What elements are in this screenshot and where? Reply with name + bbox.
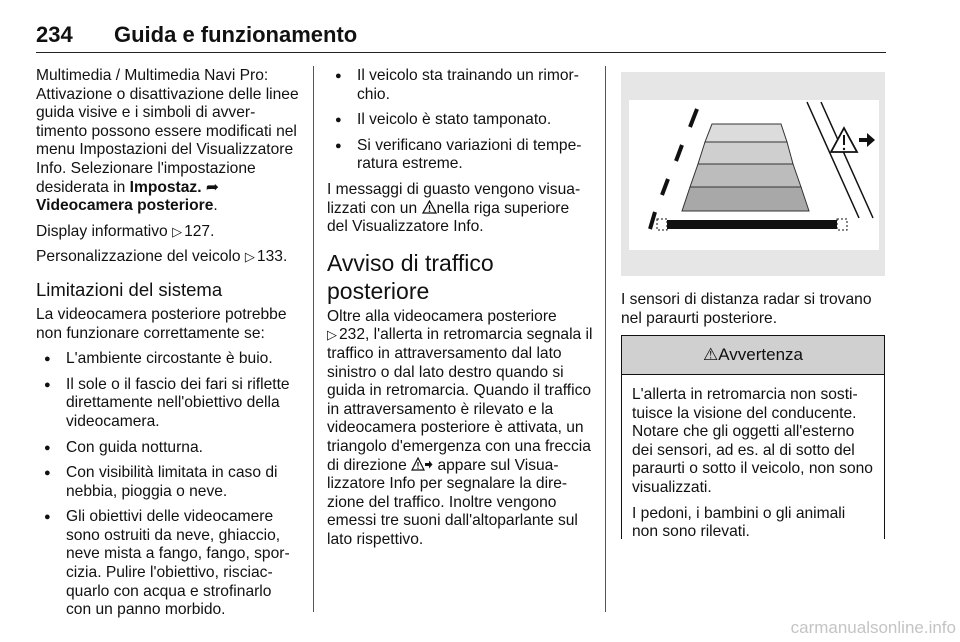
page-ref-link[interactable]: 127. bbox=[184, 222, 215, 240]
menu-arrow-icon: ➦ bbox=[205, 178, 219, 196]
list-item: ● Con visibilità limitata in caso di nebbia, pioggia o neve. bbox=[36, 464, 300, 501]
fault-paragraph: I messaggi di guasto vengono visualizzati con un nella riga superiore del Visualizzatore Info. bbox=[327, 180, 581, 236]
watermark: carmanualsonline.info bbox=[790, 618, 956, 637]
page-ref-icon: ▷ bbox=[172, 223, 183, 239]
list-item: ● Il sole o il fascio dei fari si riflette direttamente nell'obiettivo della videocamera. bbox=[36, 376, 300, 432]
list-item: ● L'ambiente circostante è buio. bbox=[36, 350, 300, 369]
warning-box bbox=[621, 335, 885, 539]
column-divider-left bbox=[313, 66, 314, 612]
column-divider-right bbox=[605, 66, 606, 612]
page-ref-icon: ▷ bbox=[244, 249, 255, 265]
list-item: ● Con guida notturna. bbox=[36, 439, 300, 458]
rta-heading: Avviso di traffico posteriore bbox=[327, 249, 494, 304]
column-1 bbox=[36, 67, 300, 620]
rear-camera-diagram bbox=[621, 72, 885, 276]
page-header bbox=[36, 22, 886, 52]
rear-camera-display-illustration bbox=[621, 72, 885, 276]
caution-icon: ⚠ bbox=[703, 345, 719, 364]
page-number: 234 bbox=[36, 22, 73, 47]
warning-header bbox=[622, 336, 884, 375]
list-item: ● Il veicolo sta trainando un rimorchio. bbox=[327, 67, 593, 104]
column-3 bbox=[621, 291, 885, 328]
list-item: ● Gli obiettivi delle videocamere sono ostruiti da neve, ghiaccio, neve mista a fango, fango, sporcizia. Pulire l'obiettivo, risciacquarlo con acqua e strofinarlo con un panno morbido. bbox=[36, 508, 300, 620]
page-title: Guida e funzionamento bbox=[114, 22, 358, 47]
rta-paragraph: Oltre alla videocamera posteriore ▷ 232, l'allerta in retromarcia segnala il traffico in attraversamento dal lato sinistro o dal lato destro quando si guida in retromarcia. Quando il traffico in attraversamento è rilevato e la videocamera posteriore è attivata, un triangolo d'emergenza con una freccia di direzione appare sul Visualizzatore Info per segnalare la direzione del traffico. Inoltre vengono emessi tre suoni dall'altoparlante sul lato rispettivo. bbox=[327, 307, 593, 548]
warning-heading: Avvertenza bbox=[718, 345, 803, 364]
header-rule bbox=[36, 52, 886, 53]
limits-list bbox=[36, 350, 300, 620]
intro-paragraph: Multimedia / Multimedia Navi Pro: Attivazione o disattivazione delle linee guida visive e i simboli di avvertimento possono essere modificati nel menu Impostazioni del Visualizzatore Info. Selezionare l'impostazione desiderata in Impostaz. ➦ Videocamera posteriore. bbox=[36, 67, 299, 215]
warning-text: L'allerta in retromarcia non sostituisce la visione del conducente. Notare che gli oggetti all'esterno dei sensori, ad es. al di sotto del paraurti o sotto il veicolo, non sono visualizzati. bbox=[632, 386, 873, 496]
warning-body bbox=[622, 375, 884, 542]
limits-intro: La videocamera posteriore potrebbe non funzionare correttamente se: bbox=[36, 305, 287, 342]
sensors-paragraph: I sensori di distanza radar si trovano nel paraurti posteriore. bbox=[621, 291, 872, 327]
list-item: ● Si verificano variazioni di temperatura estreme. bbox=[327, 137, 593, 174]
page-ref-icon: ▷ bbox=[327, 327, 337, 343]
display-ref-line: Display informativo ▷ 127. bbox=[36, 222, 215, 240]
warning-direction-icon bbox=[411, 457, 433, 471]
list-item: ● Il veicolo è stato tamponato. bbox=[327, 111, 593, 130]
conditions-list bbox=[327, 67, 593, 174]
column-2 bbox=[327, 67, 593, 549]
personal-ref-line: Personalizzazione del veicolo ▷ 133. bbox=[36, 248, 288, 266]
warning-triangle-icon bbox=[422, 200, 437, 214]
warning-text: I pedoni, i bambini o gli animali non sono rilevati. bbox=[632, 504, 846, 541]
page-ref-link[interactable]: 133. bbox=[256, 248, 288, 266]
limits-heading: Limitazioni del sistema bbox=[36, 278, 223, 300]
